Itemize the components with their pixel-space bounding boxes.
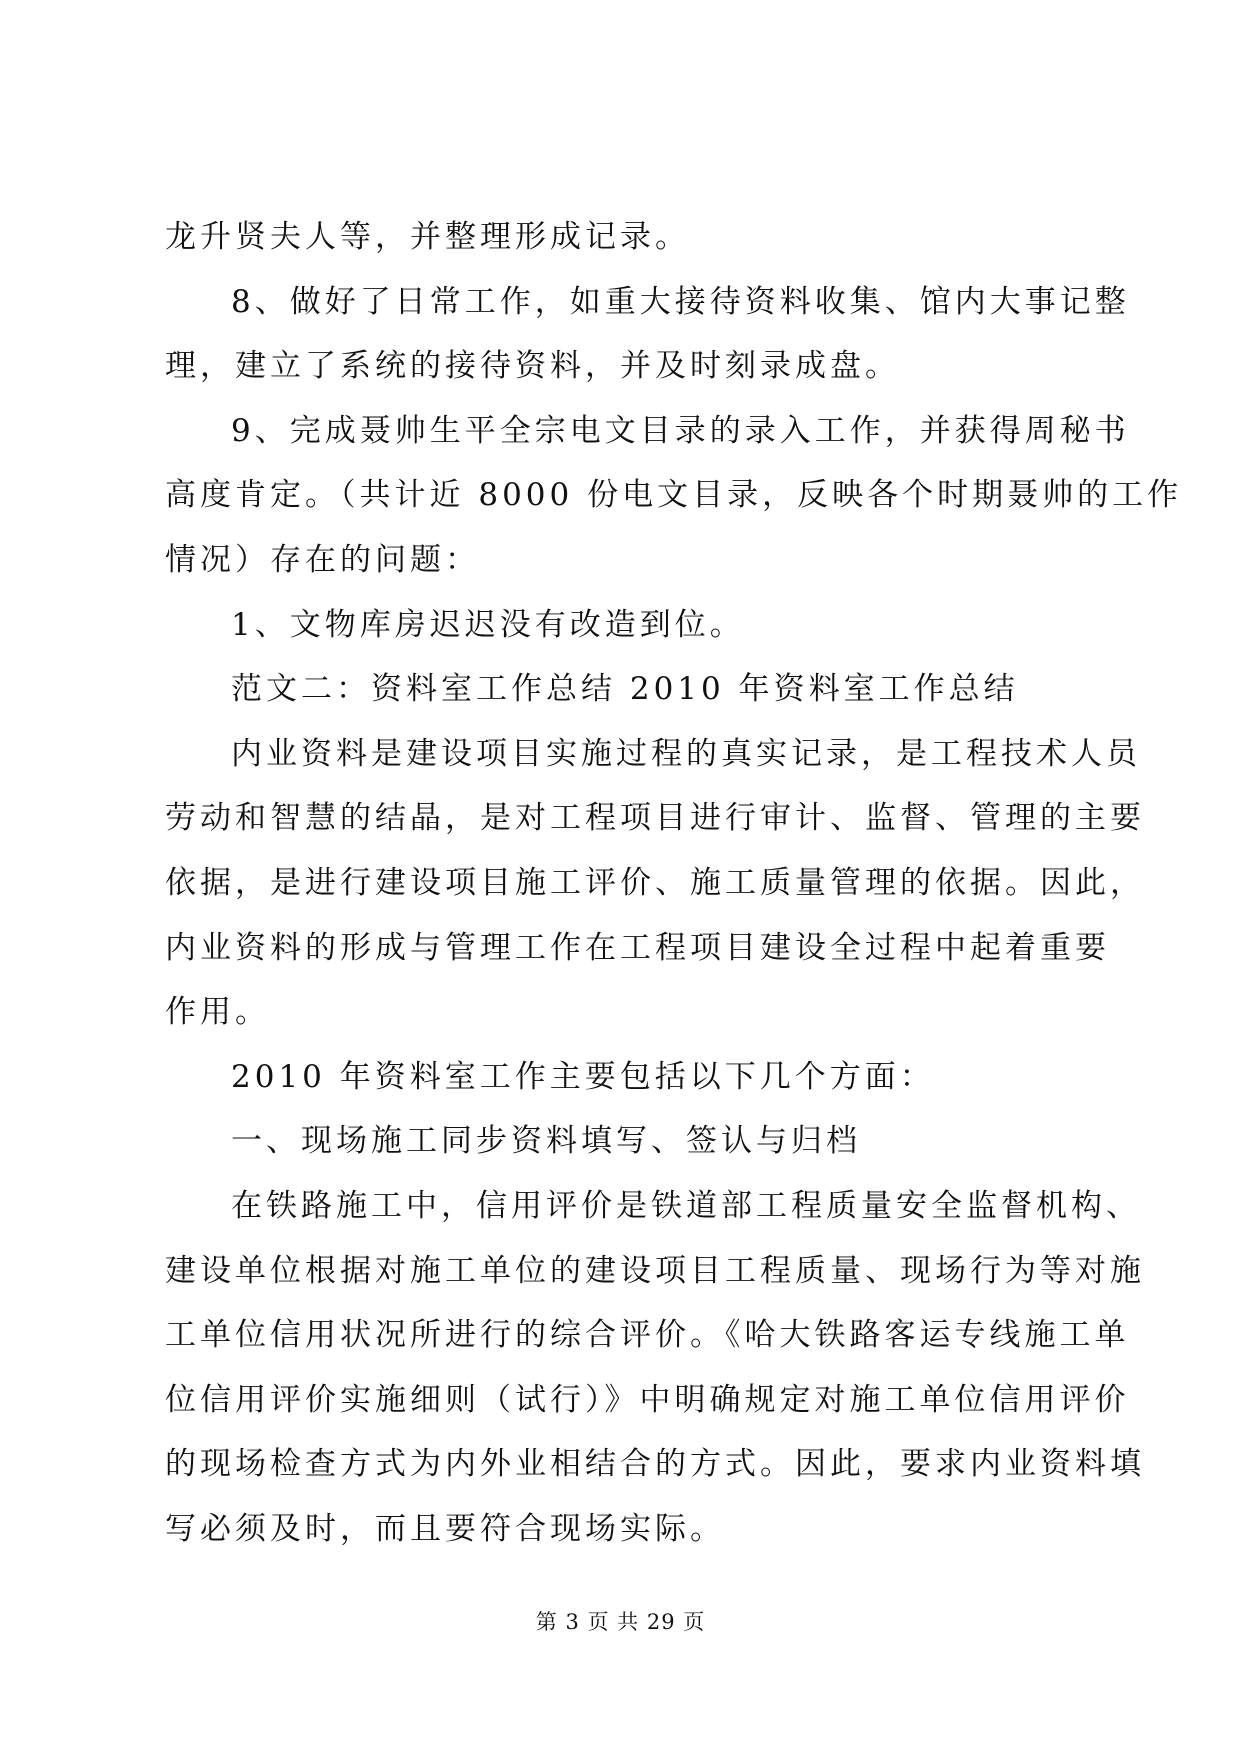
document-body <box>165 205 1183 1561</box>
text-line: 位信用评价实施细则（试行）》中明确规定对施工单位信用评价 <box>165 1381 1130 1418</box>
text-line: 1、文物库房迟迟没有改造到位。 <box>231 606 745 643</box>
text-line: 龙升贤夫人等，并整理形成记录。 <box>165 219 690 255</box>
page-number-footer: 第 3 页 共 29 页 <box>535 1610 706 1634</box>
text-line: 8、做好了日常工作，如重大接待资料收集、馆内大事记整 <box>231 283 1130 320</box>
text-line: 的现场检查方式为内外业相结合的方式。因此，要求内业资料填 <box>165 1446 1145 1483</box>
section-heading: 一、现场施工同步资料填写、签认与归档 <box>231 1123 861 1160</box>
text-line: 9、完成聂帅生平全宗电文目录的录入工作，并获得周秘书 <box>231 412 1130 449</box>
text-line: 依据，是进行建设项目施工评价、施工质量管理的依据。因此， <box>165 864 1145 901</box>
text-line: 高度肯定。（共计近 8000 份电文目录，反映各个时期聂帅的工作 <box>165 477 1183 514</box>
text-line: 工单位信用状况所进行的综合评价。《哈大铁路客运专线施工单 <box>165 1317 1130 1354</box>
text-line: 情况）存在的问题： <box>165 541 480 578</box>
text-line: 理，建立了系统的接待资料，并及时刻录成盘。 <box>165 348 900 385</box>
text-line: 内业资料的形成与管理工作在工程项目建设全过程中起着重要 <box>165 929 1110 966</box>
text-line: 2010 年资料室工作主要包括以下几个方面： <box>231 1058 935 1095</box>
text-line: 在铁路施工中，信用评价是铁道部工程质量安全监督机构、 <box>231 1187 1141 1224</box>
text-line: 内业资料是建设项目实施过程的真实记录，是工程技术人员 <box>231 735 1141 772</box>
text-line: 劳动和智慧的结晶，是对工程项目进行审计、监督、管理的主要 <box>165 800 1145 837</box>
text-line: 建设单位根据对施工单位的建设项目工程质量、现场行为等对施 <box>165 1252 1145 1289</box>
text-line: 作用。 <box>165 994 270 1031</box>
text-line: 范文二：资料室工作总结 2010 年资料室工作总结 <box>231 671 1019 708</box>
text-line: 写必须及时，而且要符合现场实际。 <box>165 1510 725 1547</box>
